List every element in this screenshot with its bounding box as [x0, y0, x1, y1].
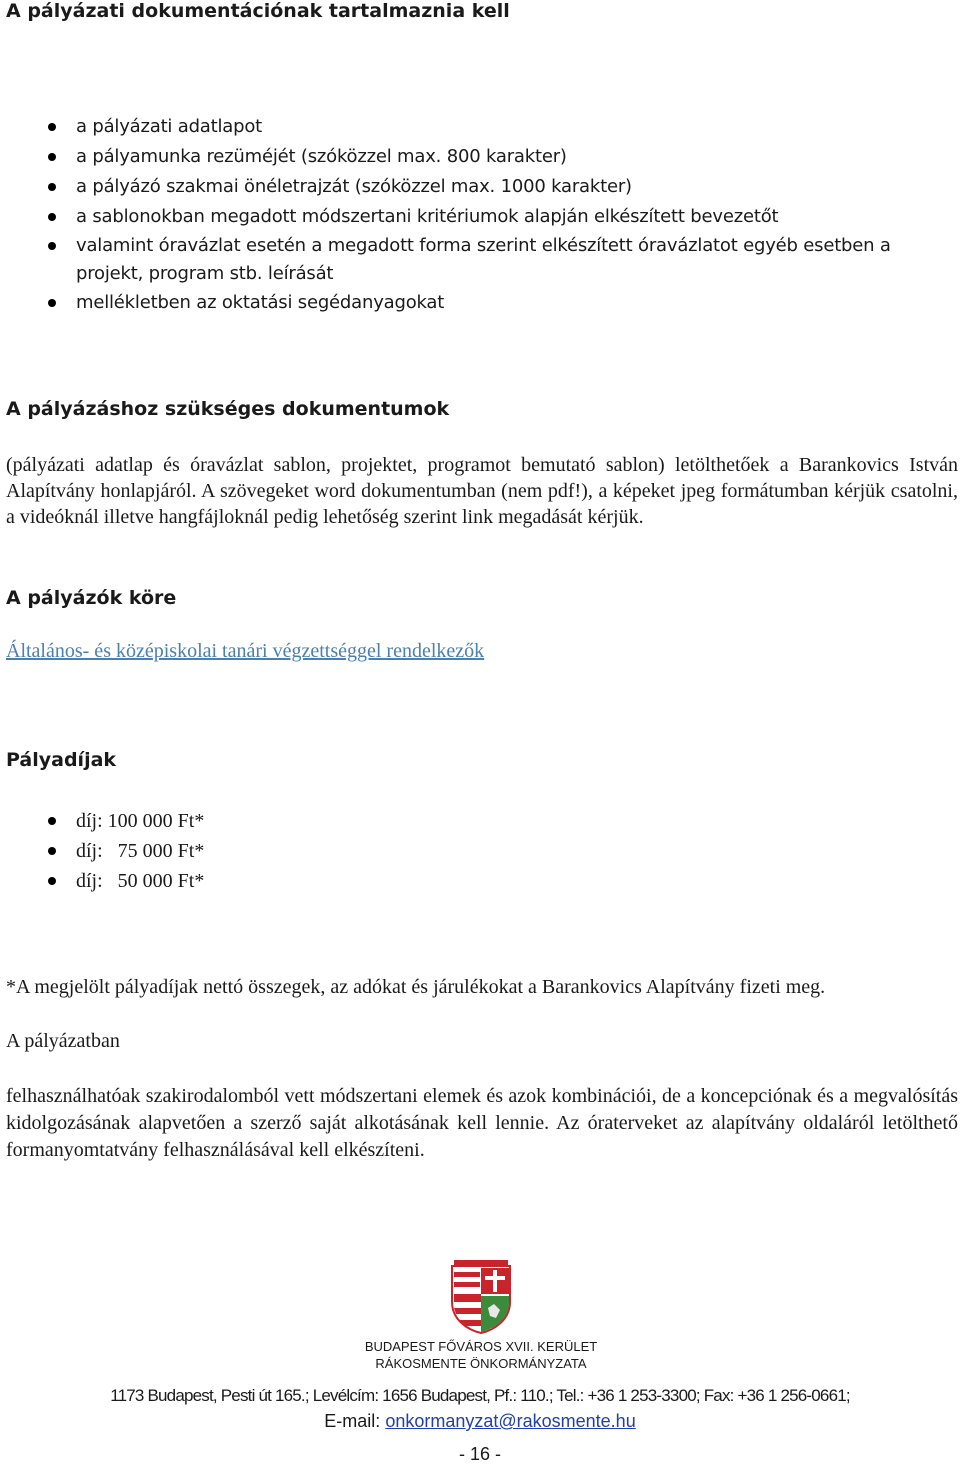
footer-org-line2: RÁKOSMENTE ÖNKORMÁNYZATA [375, 1356, 587, 1371]
footer-org [280, 1338, 682, 1372]
bullet-icon [48, 123, 56, 131]
tender-paragraph: felhasználhatóak szakirodalomból vett módszertani elemek és azok kombinációi, de a koncepciónak és a megvalósítás kidolgozásának alapvetően a szerző saját alkotásának kell lennie. Az óraterveket az alapítvány oldaláról letölthető formanyomtatvány felhasználásával kell elkészíteni. [6, 1085, 958, 1161]
footer-email-label: E-mail: [324, 1411, 381, 1431]
applicants-link[interactable]: Általános- és középiskolai tanári végzettséggel rendelkezők [6, 640, 485, 662]
list-item: díj: 50 000 Ft* [8, 866, 408, 896]
list-item: valamint óravázlat esetén a megadott forma szerint elkészített óravázlatot egyéb esetben a projekt, program stb. leírását [8, 232, 908, 288]
coat-of-arms-icon [448, 1258, 514, 1334]
footer-address: 1173 Budapest, Pesti út 165.; Levélcím: 1656 Budapest, Pf.: 110.; Tel.: +36 1 253-3300; Fax: +36 1 256-0661; [110, 1386, 850, 1405]
applicants-text [6, 640, 484, 663]
footer-email-line [0, 1411, 960, 1432]
bullet-icon [48, 183, 56, 191]
bullet-icon [48, 242, 56, 250]
list-item: mellékletben az oktatási segédanyagokat [8, 288, 908, 318]
list-item: a pályázati adatlapot [8, 112, 908, 142]
page-number: - 16 - [458, 1444, 501, 1464]
fees-note: *A megjelölt pályadíjak nettó összegek, az adókat és járulékokat a Barankovics Alapítvány fizeti meg. [6, 976, 826, 998]
bullet-icon [48, 847, 56, 855]
applicants-heading: A pályázók köre [6, 587, 177, 609]
list-item: a sablonokban megadott módszertani kritériumok alapján elkészített bevezetőt [8, 202, 908, 232]
doc-heading: A pályázati dokumentációnak tartalmaznia kell [6, 0, 510, 22]
tender-heading: A pályázatban [6, 1030, 120, 1052]
list-item: díj: 75 000 Ft* [8, 836, 408, 866]
bullet-icon [48, 877, 56, 885]
list-item: díj: 100 000 Ft* [8, 806, 408, 836]
list-item: a pályázó szakmai önéletrajzát (szóközzel max. 1000 karakter) [8, 172, 908, 202]
docs-paragraph: (pályázati adatlap és óravázlat sablon, projektet, programot bemutató sablon) letölthetőek a Barankovics István Alapítvány honlapjáról. A szövegeket word dokumentumban (nem pdf!), a képeket jpeg formátumban kérjük csatolni, a videóknál illetve hangfájloknál pedig lehetőség szerint link megadását kérjük. [6, 454, 958, 528]
fees-list [8, 806, 408, 896]
fees-heading: Pályadíjak [6, 749, 117, 771]
list-item: a pályamunka rezüméjét (szóközzel max. 800 karakter) [8, 142, 908, 172]
footer-org-line1: BUDAPEST FŐVÁROS XVII. KERÜLET [364, 1339, 598, 1354]
bullet-icon [48, 817, 56, 825]
footer-email-link[interactable]: onkormanyzat@rakosmente.hu [385, 1411, 636, 1431]
bullet-icon [48, 213, 56, 221]
bullet-icon [48, 299, 56, 307]
required-items-list [8, 112, 908, 318]
docs-heading: A pályázáshoz szükséges dokumentumok [6, 398, 450, 420]
bullet-icon [48, 153, 56, 161]
